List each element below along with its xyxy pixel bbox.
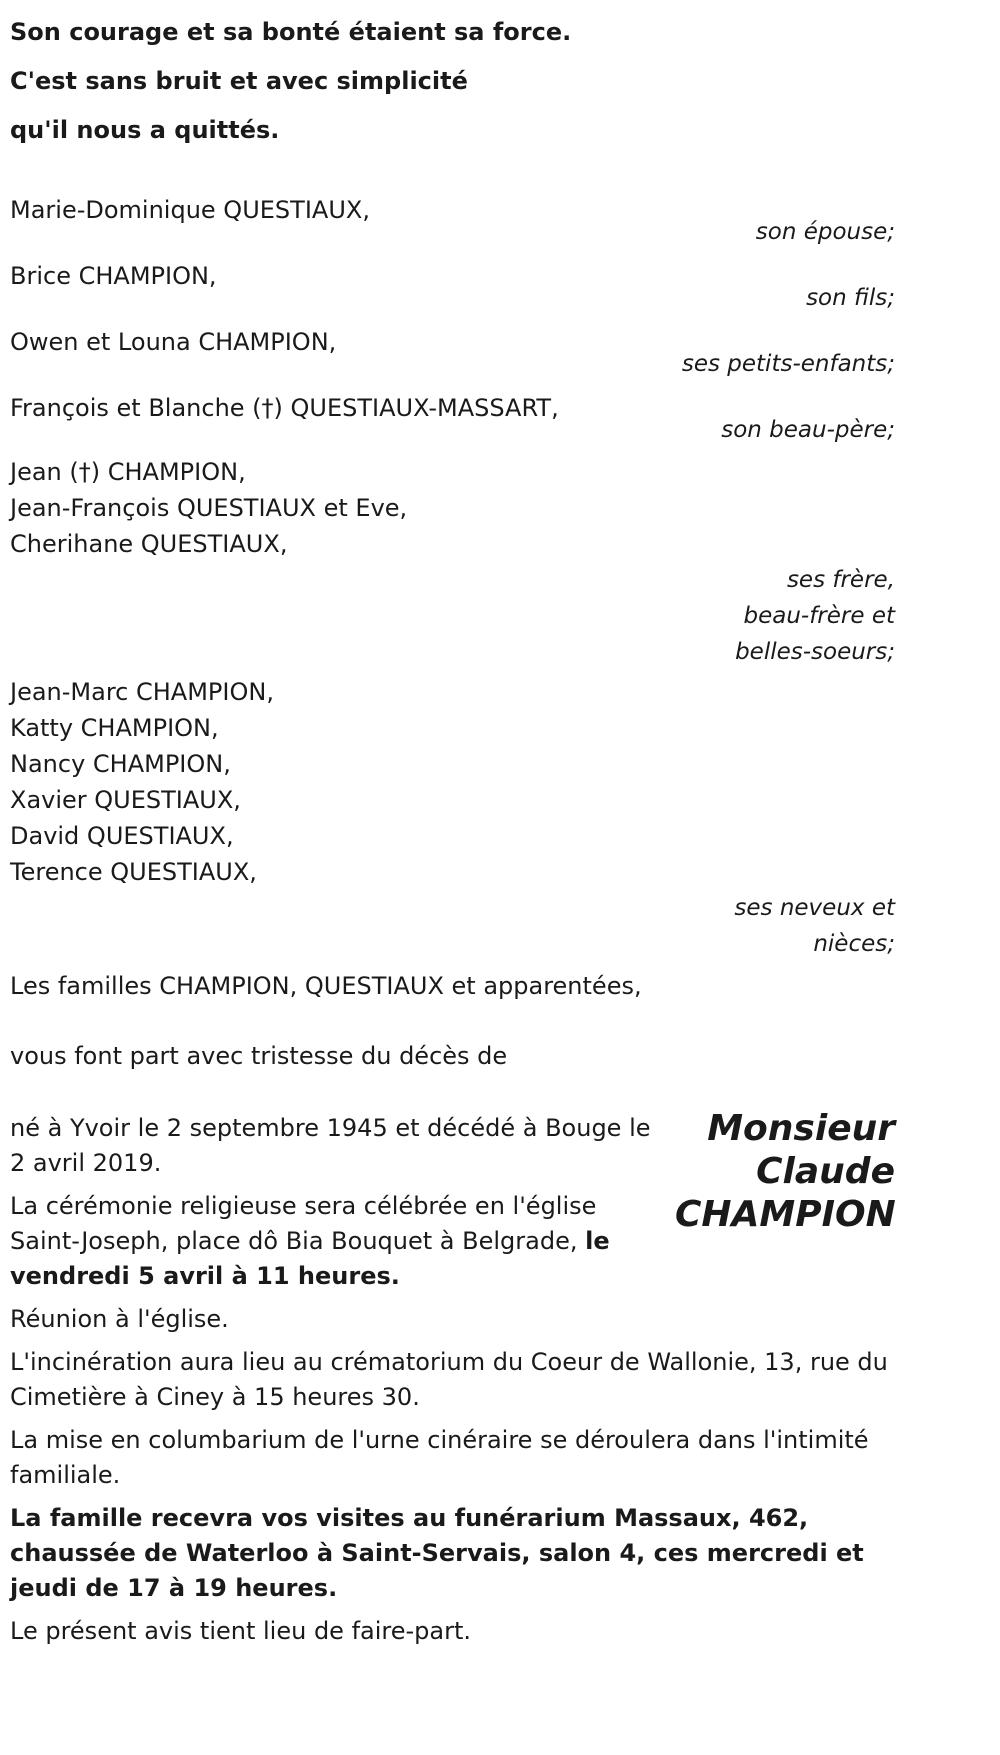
- visits-info: La famille recevra vos visites au funérarium Massaux, 462, chaussée de Waterloo à Saint-Servais, salon 4, ces mercredi et jeudi de 17 à 19 heures.: [10, 1504, 864, 1602]
- deceased-section: [10, 1108, 900, 1649]
- birth-death-info: né à Yvoir le 2 septembre 1945 et décédé à Bouge le 2 avril 2019.: [10, 1114, 651, 1177]
- opening-quote: [10, 8, 900, 155]
- family-name: Jean-Marc CHAMPION,: [10, 678, 274, 706]
- deceased-name-line: Monsieur: [707, 1108, 895, 1149]
- relation-label: ses frère,: [786, 567, 895, 593]
- relation-label: son fils;: [806, 285, 895, 311]
- relation-label: son épouse;: [755, 219, 895, 245]
- ceremony-info: [10, 1189, 670, 1294]
- family-name: Cherihane QUESTIAUX,: [10, 530, 288, 558]
- ceremony-date: le vendredi 5 avril à 11 heures.: [10, 1227, 610, 1290]
- family-name: Owen et Louna CHAMPION,: [10, 328, 337, 356]
- deceased-name: [675, 1107, 900, 1236]
- family-entry-son: [10, 256, 900, 318]
- relation-label: son beau-père;: [721, 417, 895, 443]
- family-name: David QUESTIAUX,: [10, 822, 234, 850]
- ceremony-place: La cérémonie religieuse sera célébrée en l'église Saint-Joseph, place dô Bia Bouquet à Belgrade,: [10, 1192, 597, 1255]
- quote-line: C'est sans bruit et avec simplicité: [10, 67, 468, 95]
- family-entry-grandchildren: [10, 322, 900, 384]
- deceased-name-line: Claude: [756, 1151, 895, 1192]
- family-name: Brice CHAMPION,: [10, 262, 217, 290]
- family-entry-nephews: [10, 674, 900, 962]
- family-entry-spouse: [10, 190, 900, 252]
- announcement-line: vous font part avec tristesse du décès de: [10, 1042, 508, 1070]
- quote-line: Son courage et sa bonté étaient sa force.: [10, 18, 572, 46]
- extended-families: Les familles CHAMPION, QUESTIAUX et apparentées,: [10, 972, 642, 1000]
- family-name: François et Blanche (†) QUESTIAUX-MASSART,: [10, 394, 559, 422]
- quote-line: qu'il nous a quittés.: [10, 116, 280, 144]
- family-entry-father-in-law: [10, 388, 900, 450]
- family-entry-siblings: [10, 454, 900, 670]
- family-name: Nancy CHAMPION,: [10, 750, 231, 778]
- family-name: Jean-François QUESTIAUX et Eve,: [10, 494, 408, 522]
- meeting-info: Réunion à l'église.: [10, 1305, 229, 1333]
- family-list: [10, 190, 900, 962]
- cremation-info: L'incinération aura lieu au crématorium du Coeur de Wallonie, 13, rue du Cimetière à Ciney à 15 heures 30.: [10, 1348, 888, 1411]
- family-name: Xavier QUESTIAUX,: [10, 786, 241, 814]
- columbarium-info: La mise en columbarium de l'urne cinéraire se déroulera dans l'intimité familiale.: [10, 1426, 869, 1489]
- family-name: Jean (†) CHAMPION,: [10, 458, 246, 486]
- family-name: Katty CHAMPION,: [10, 714, 219, 742]
- deceased-name-line: CHAMPION: [675, 1194, 896, 1235]
- relation-label: ses petits-enfants;: [681, 351, 895, 377]
- family-name: Marie-Dominique QUESTIAUX,: [10, 196, 370, 224]
- relation-label: ses neveux et: [734, 895, 895, 921]
- family-name: Terence QUESTIAUX,: [10, 858, 257, 886]
- notice-info: Le présent avis tient lieu de faire-part.: [10, 1617, 472, 1645]
- relation-label: beau-frère et: [743, 603, 895, 629]
- relation-label: nièces;: [813, 931, 895, 957]
- relation-label: belles-soeurs;: [735, 639, 895, 665]
